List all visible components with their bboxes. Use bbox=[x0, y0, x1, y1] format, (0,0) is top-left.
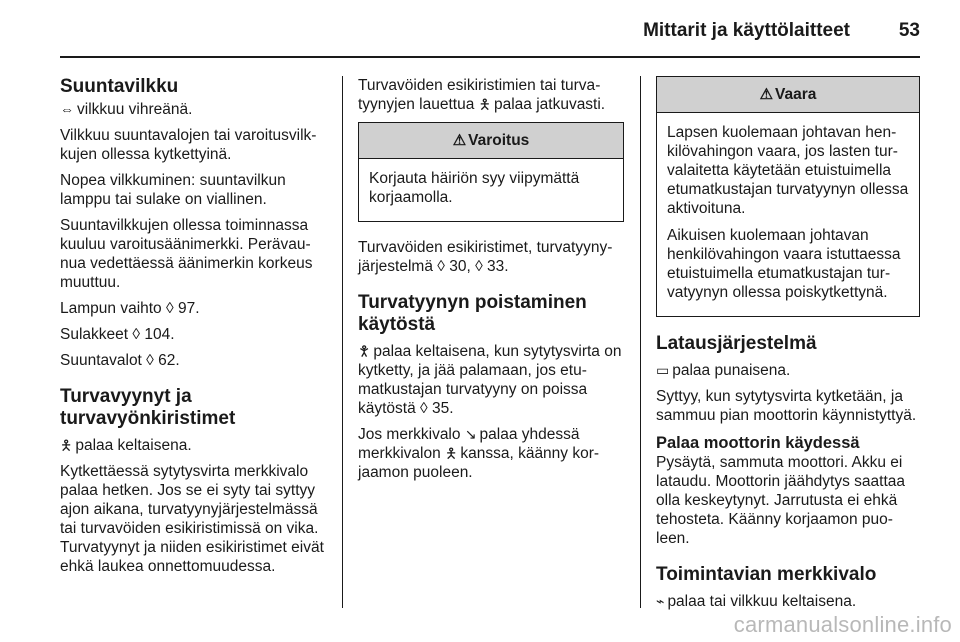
page-header bbox=[0, 0, 960, 60]
suuntavilkku-paragraph-1: Vilkkuu suuntavalojen tai varoitusvilkkujen ollessa kytkettyinä. bbox=[60, 127, 317, 163]
lataus-lead: ▭ palaa punaisena. bbox=[656, 362, 791, 379]
warning-box bbox=[358, 122, 624, 222]
reference-lampun-vaihto[interactable]: Lampun vaihto ◊ 97. bbox=[60, 300, 200, 317]
section-title-suuntavilkku: Suuntavilkku bbox=[60, 76, 179, 97]
section-title-turvatyynyt: Turvavyynyt ja turvavyönkiristimet bbox=[60, 386, 236, 429]
header-rule bbox=[60, 56, 920, 58]
toimintavika-lead: ⌁ palaa tai vilkkuu keltaisena. bbox=[656, 593, 857, 610]
column-divider-2 bbox=[640, 76, 641, 608]
page-number: 53 bbox=[898, 20, 920, 41]
danger-box bbox=[656, 76, 920, 317]
warning-box-body bbox=[359, 159, 623, 221]
turn-signal-icon: ⇔ bbox=[60, 101, 74, 117]
section-title-poisto: Turvatyynyn poistaminen käytöstä bbox=[358, 292, 587, 335]
reference-suuntavalot[interactable]: Suuntavalot ◊ 62. bbox=[60, 352, 180, 369]
battery-icon: ▭ bbox=[656, 362, 670, 378]
suuntavilkku-paragraph-2: Nopea vilkkuminen: suuntavilkun lamppu tai sulake on viallinen. bbox=[60, 172, 286, 208]
lataus-paragraph-1: Syttyy, kun sytytysvirta kytketään, ja sammuu pian moottorin käynnistyttyä. bbox=[656, 388, 917, 424]
suuntavilkku-paragraph-3: Suuntavilkkujen ollessa toiminnassa kuuluu varoitusäänimerkki. Perävaunua vedettäessä äänimerkin korkeus muuttuu. bbox=[60, 217, 313, 291]
engine-check-icon: ⌁ bbox=[656, 593, 665, 609]
column-divider-1 bbox=[342, 76, 343, 608]
suuntavilkku-lead: ⇔ vilkkuu vihreänä. bbox=[60, 101, 193, 118]
airbag-icon: 🯅 bbox=[60, 437, 73, 453]
esikiristin-paragraph: Turvavöiden esikiristimien tai turvatyynyjen lauettua 🯅 palaa jatkuvasti. bbox=[358, 77, 606, 113]
column-2 bbox=[358, 76, 624, 489]
warning-triangle-icon: ⚠ bbox=[759, 86, 774, 103]
airbag-icon: 🯅 bbox=[478, 96, 491, 112]
header-title: Mittarit ja käyttölaitteet bbox=[643, 20, 850, 41]
esikiristin-reference[interactable]: Turvavöiden esikiristimet, turvatyynyjärjestelmä ◊ 30, ◊ 33. bbox=[358, 239, 613, 275]
turvatyynyt-paragraph-1: Kytkettäessä sytytysvirta merkkivalo palaa hetken. Jos se ei syty tai syttyy ajon aikana, turvatyynyjärjestelmässä tai turvavöiden esikiristimissä on vika. Turvatyynyt ja niiden esikiristimet eivät ehkä laukea onnettomuudessa. bbox=[60, 463, 324, 575]
poisto-paragraph-1: 🯆 palaa keltaisena, kun sytytysvirta on kytketty, ja jää palamaan, jos etumatkustajan turvatyyny on poissa käytöstä ◊ 35. bbox=[358, 343, 622, 417]
watermark: carmanualsonline.info bbox=[733, 612, 952, 637]
airbag-icon: 🯅 bbox=[445, 445, 458, 461]
column-1 bbox=[60, 76, 328, 583]
column-3 bbox=[656, 76, 920, 618]
section-title-lataus: Latausjärjestelmä bbox=[656, 333, 817, 354]
danger-box-body bbox=[657, 113, 919, 316]
reference-sulakkeet[interactable]: Sulakkeet ◊ 104. bbox=[60, 326, 175, 343]
section-title-toimintavika: Toimintavian merkkivalo bbox=[656, 564, 877, 585]
poisto-paragraph-2: Jos merkkivalo ↘ palaa yhdessä merkkivalon 🯅 kanssa, käänny korjaamon puoleen. bbox=[358, 426, 600, 481]
danger-box-header: ⚠ Vaara bbox=[657, 77, 919, 113]
subsection-title-palaa: Palaa moottorin käydessä bbox=[656, 434, 860, 452]
palaa-paragraph-1: Pysäytä, sammuta moottori. Akku ei lataudu. Moottorin jäähdytys saattaa olla keskeytynyt. Jarrutusta ei ehkä tehosteta. Käänny korjaamon puoleen. bbox=[656, 454, 906, 547]
danger-paragraph-1: Lapsen kuolemaan johtavan henkilövahingon vaara, jos lasten turvalaitetta käytetään etuistuimella etumatkustajan turvatyynyn ollessa aktivoituna. bbox=[667, 124, 909, 217]
warning-triangle-icon: ⚠ bbox=[452, 132, 467, 149]
turvatyynyt-lead: 🯅 palaa keltaisena. bbox=[60, 437, 192, 454]
seatbelt-icon: ↘ bbox=[464, 426, 477, 442]
warning-box-header: ⚠ Varoitus bbox=[359, 123, 623, 159]
danger-paragraph-2: Aikuisen kuolemaan johtavan henkilövahingon vaara istuttaessa etuistuimella etumatkustajan turvatyynyn ollessa poiskytkettynä. bbox=[667, 227, 901, 301]
airbag-off-icon: 🯆 bbox=[358, 343, 371, 359]
warning-text: Korjauta häiriön syy viipymättä korjaamolla. bbox=[369, 170, 580, 206]
